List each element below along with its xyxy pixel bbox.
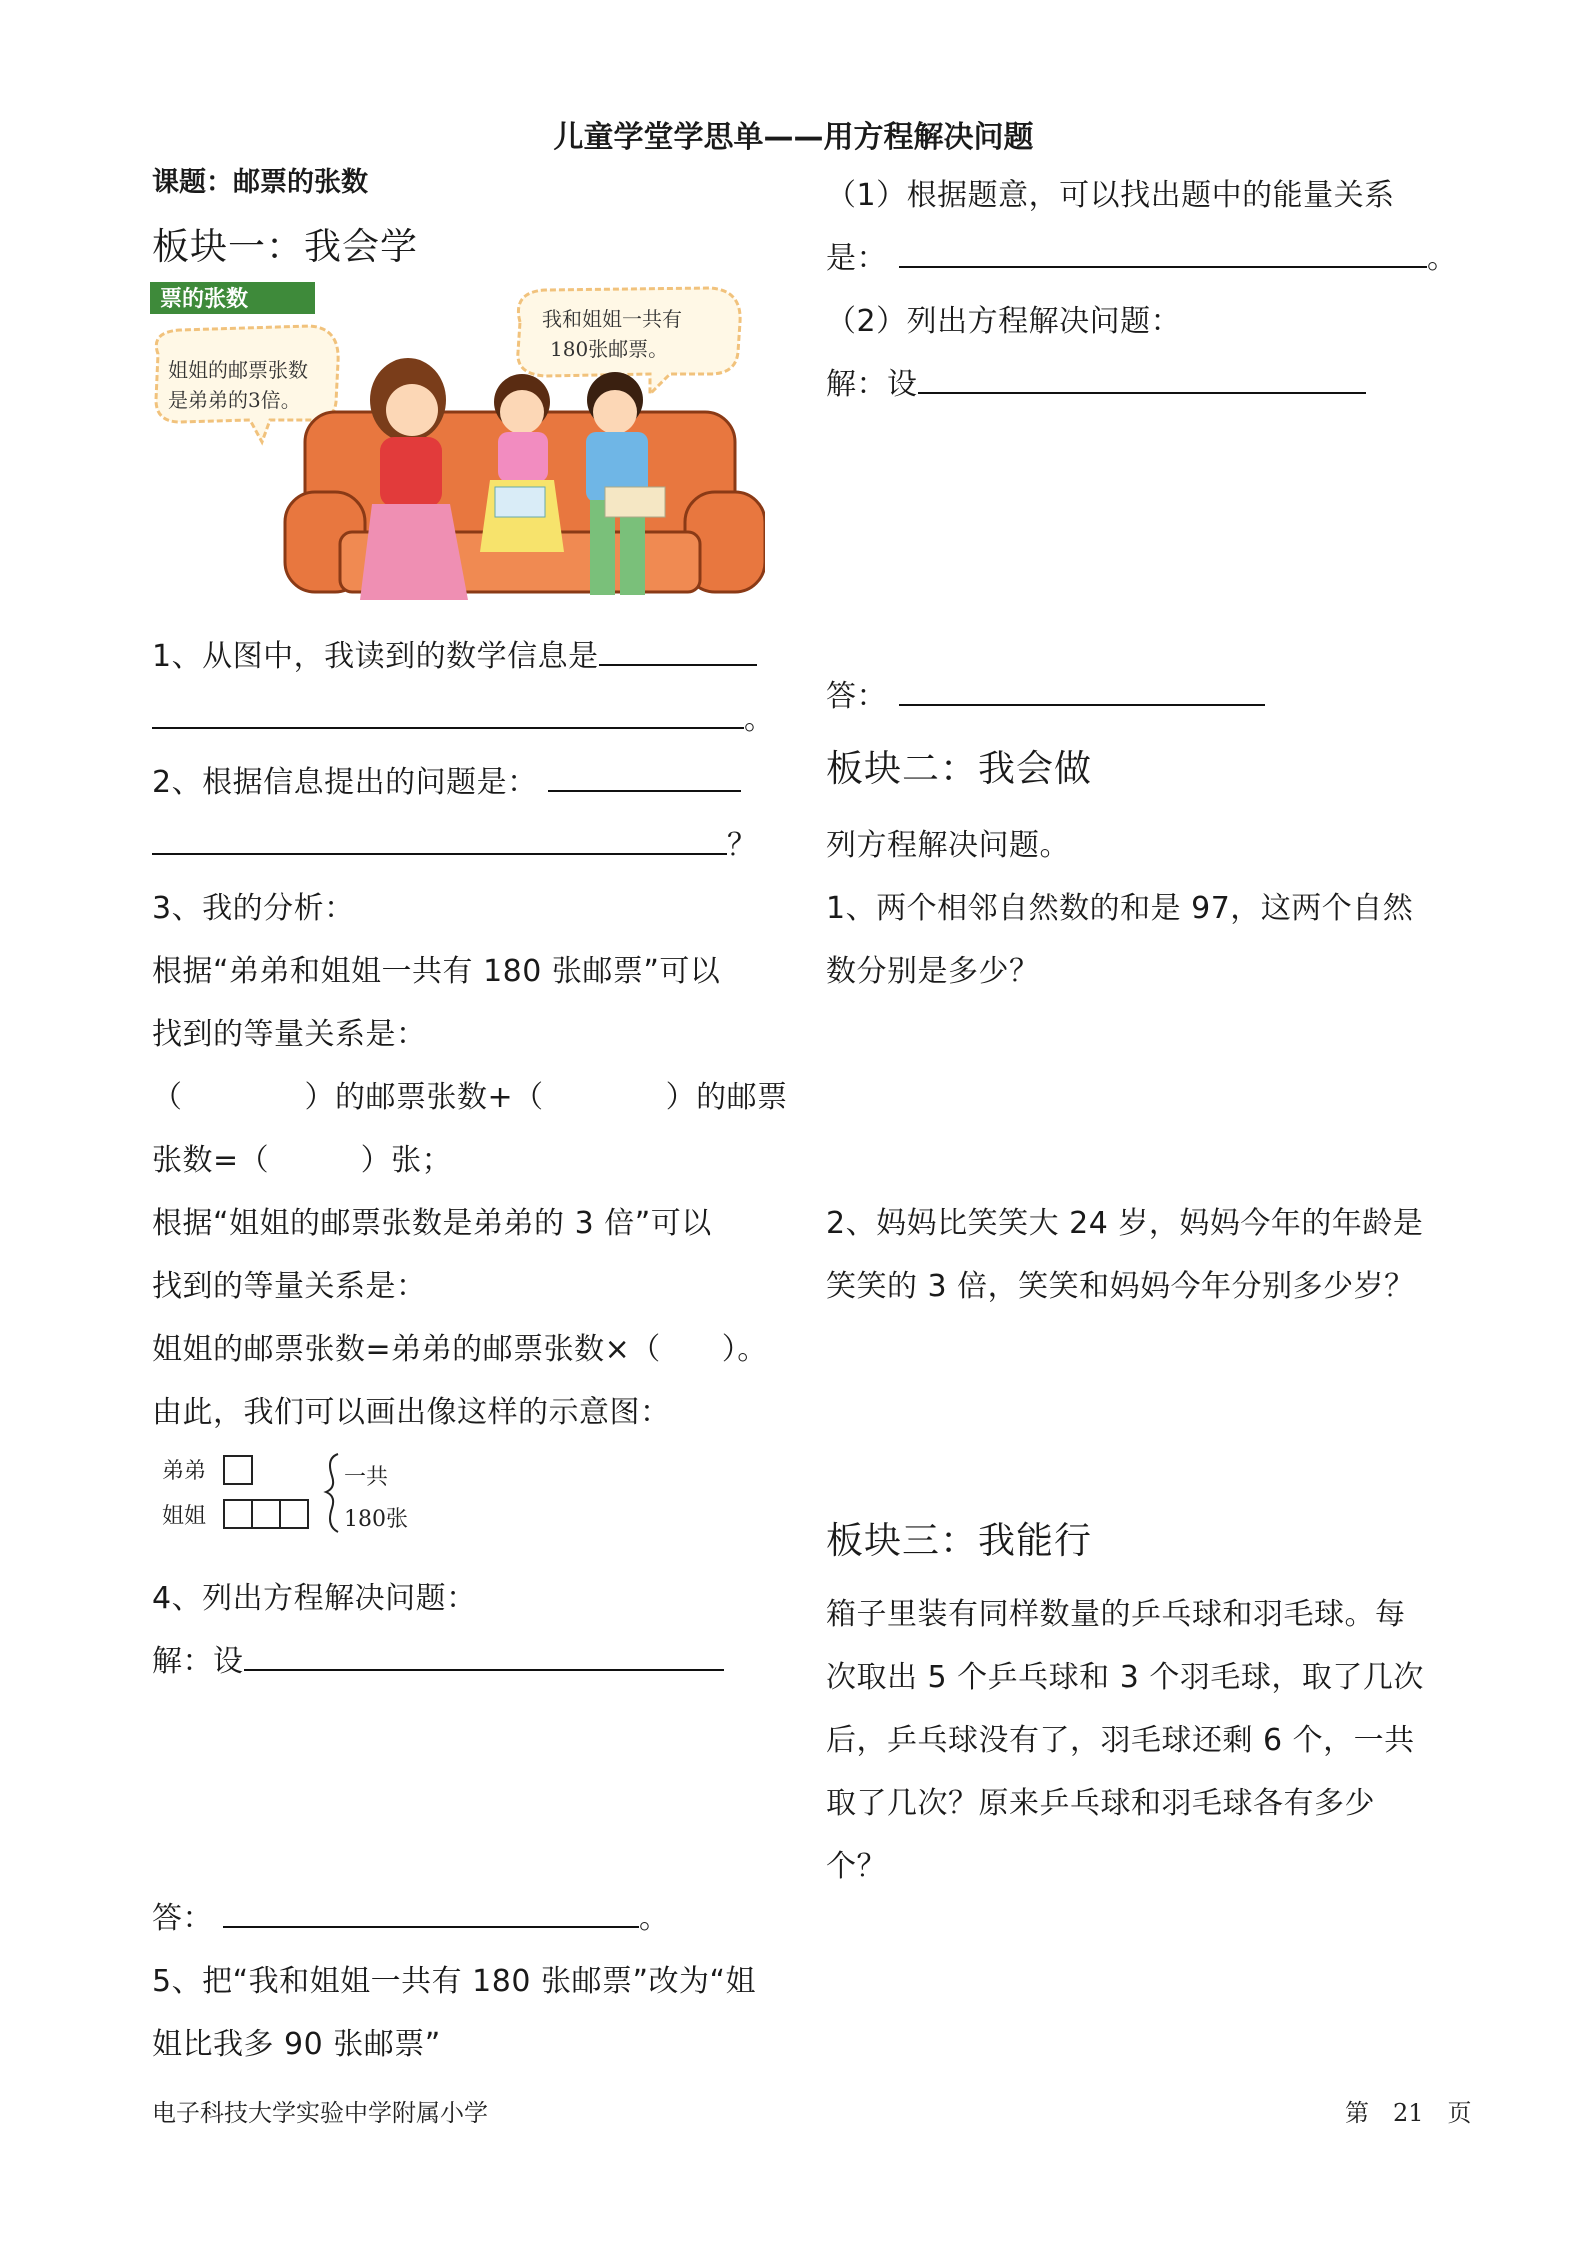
answer-blank[interactable] — [244, 1639, 724, 1671]
answer-blank[interactable] — [918, 362, 1366, 394]
answer-blank[interactable] — [152, 697, 744, 729]
bubble-right-line1: 我和姐姐一共有 — [542, 307, 682, 331]
challenge-text: 次取出 5 个乒乓球和 3 个羽毛球，取了几次 — [826, 1660, 1424, 1695]
question-1-line1: 1、从图中，我读到的数学信息是 — [152, 631, 757, 675]
exercise-2-text: 2、妈妈比笑笑大 24 岁，妈妈今年的年龄是 — [826, 1206, 1424, 1241]
section-2-intro: 列方程解决问题。 — [826, 828, 1070, 863]
answer-blank[interactable] — [152, 823, 727, 855]
question-5-text: 5、把“我和姐姐一共有 180 张邮票”改为“姐 — [152, 1964, 757, 1999]
lesson-topic: 课题：邮票的张数 — [152, 167, 368, 198]
question-3-text: 根据“姐姐的邮票张数是弟弟的 3 倍”可以 — [152, 1206, 712, 1241]
question-3-text: （ ）的邮票张数+（ ）的邮票 — [152, 1080, 788, 1115]
banner-text: 票的张数 — [160, 287, 249, 312]
challenge-text: 后，乒乓球没有了，羽毛球还剩 6 个，一共 — [826, 1723, 1415, 1758]
answer-blank[interactable] — [599, 634, 757, 666]
footer-school: 电子科技大学实验中学附属小学 — [152, 2099, 488, 2127]
bubble-right-line2: 180张邮票。 — [550, 337, 669, 361]
boy-face — [593, 390, 637, 434]
question-3-text: 姐姐的邮票张数=弟弟的邮票张数×（ ）。 — [152, 1332, 768, 1367]
diagram-total-line1: 一共 — [344, 1465, 389, 1490]
part-2-solve: 解：设 — [826, 359, 1366, 403]
answer-blank[interactable] — [548, 760, 741, 792]
answer-blank[interactable] — [899, 236, 1427, 268]
exercise-2-text: 笑笑的 3 倍，笑笑和妈妈今年分别多少岁？ — [826, 1269, 1415, 1304]
part-2-text: （2）列出方程解决问题： — [826, 304, 1182, 339]
diagram-brother-label: 弟弟 — [162, 1459, 207, 1484]
mom-skirt — [360, 504, 468, 600]
question-3-text: 找到的等量关系是： — [152, 1269, 427, 1304]
exercise-1-text: 数分别是多少？ — [826, 954, 1040, 989]
question-3-text: 由此，我们可以画出像这样的示意图： — [152, 1395, 671, 1430]
answer-blank[interactable] — [899, 674, 1265, 706]
diagram-sister-box — [252, 1500, 280, 1528]
question-3-title: 3、我的分析： — [152, 891, 355, 926]
diagram-sister-box — [280, 1500, 308, 1528]
question-2-line1: 2、根据信息提出的问题是： — [152, 757, 741, 801]
part-1-line2: 是： 。 — [826, 233, 1458, 277]
challenge-text: 个？ — [826, 1849, 887, 1884]
footer-page-number: 第 21 页 — [1345, 2099, 1472, 2127]
question-2-line2: ？ — [152, 820, 758, 864]
answer-blank[interactable] — [223, 1896, 639, 1928]
challenge-text: 箱子里装有同样数量的乒乓球和羽毛球。每 — [826, 1597, 1406, 1632]
challenge-text: 取了几次？原来乒乓球和羽毛球各有多少 — [826, 1786, 1375, 1821]
diagram-total-line2: 180张 — [344, 1507, 408, 1532]
question-5-text: 姐比我多 90 张邮票” — [152, 2027, 441, 2062]
bubble-left-line1: 姐姐的邮票张数 — [168, 358, 308, 382]
mom-top — [380, 437, 442, 507]
bar-diagram — [160, 1448, 420, 1538]
part-1-text: （1）根据题意，可以找出题中的能量关系 — [826, 178, 1395, 213]
section-heading-2: 板块二：我会做 — [826, 747, 1092, 790]
girl-face — [500, 390, 544, 434]
question-4-title: 4、列出方程解决问题： — [152, 1581, 477, 1616]
girl-stamp-book — [495, 487, 545, 517]
diagram-brace — [326, 1454, 338, 1532]
question-3-text: 根据“弟弟和姐姐一共有 180 张邮票”可以 — [152, 954, 721, 989]
diagram-brother-box — [224, 1456, 252, 1484]
section-heading-1: 板块一：我会学 — [152, 225, 418, 268]
question-4-solve: 解：设 — [152, 1636, 724, 1680]
bubble-left-line2: 是弟弟的3倍。 — [168, 388, 301, 412]
illustration-family-sofa — [150, 282, 765, 612]
exercise-1-text: 1、两个相邻自然数的和是 97，这两个自然 — [826, 891, 1414, 926]
girl-top — [498, 432, 548, 482]
part-2-answer: 答： — [826, 671, 1265, 715]
question-3-text: 张数=（ ）张； — [152, 1143, 453, 1178]
question-1-line2: 。 — [152, 694, 775, 738]
diagram-sister-label: 姐姐 — [162, 1504, 207, 1529]
question-4-answer: 答： 。 — [152, 1893, 670, 1937]
diagram-sister-box — [224, 1500, 252, 1528]
mom-face — [386, 384, 438, 436]
question-3-text: 找到的等量关系是： — [152, 1017, 427, 1052]
page-title: 儿童学堂学思单——用方程解决问题 — [553, 120, 1034, 155]
boy-stamp-book — [605, 487, 665, 517]
section-heading-3: 板块三：我能行 — [826, 1519, 1092, 1562]
